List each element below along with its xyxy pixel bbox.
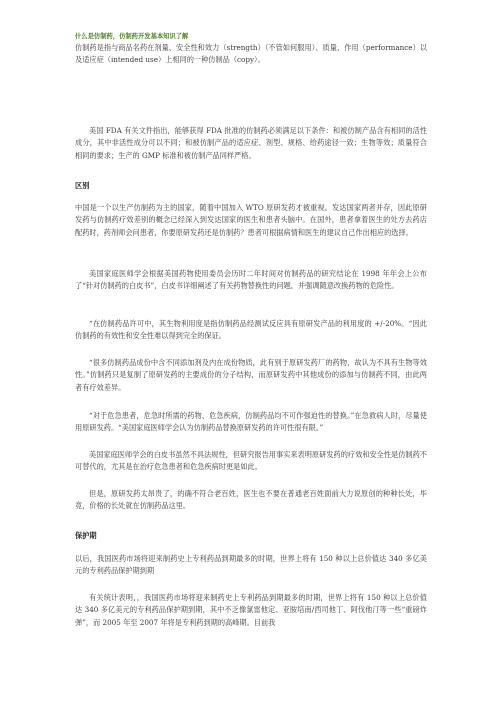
section1-paragraph-5: “对于危急患者，危急时所需的药物、危急疾病，仿制药品均不可作强迫性的替换。”在急救病人时，尽量使用原研发药。“美国家庭医师学会认为仿制药品替换原研发药的许可性很有限。” — [75, 411, 427, 433]
section1-paragraph-3: “在仿制药品许可中，其生物利用度是指仿制药品经测试反应具有原研发产品的利用度的 +/-20%。“因此仿制药的有效性和安全性难以得到完全的保证。 — [75, 319, 427, 341]
section2-paragraph-1: 以后，我国医药市场将迎来制药史上专利药品到期最多的时期，世界上将有 150 种以上总价值达 340 多亿美元的专利药品保护期到期 — [75, 554, 427, 576]
section1-paragraph-7: 但是，原研发药太昂贵了，的确不符合老百姓，医生也不要在普通老百姓面前大力说原创的种种长处，毕竟，价格的长处就在仿制药品这里。 — [75, 489, 427, 511]
section1-paragraph-2: 美国家庭医师学会根据美国药物使用委员会历时二年时间对仿制药品的研究结论在 1998 年年会上公布了“针对仿制药的白皮书”，白皮书详细阐述了有关药物替换性的问题，并强调随意改换药物的危险性。 — [75, 269, 427, 291]
section2-paragraph-2: 有关统计表明，，我国医药市场将迎来制药史上专利药品到期最多的时期，世界上将有 150 种以上总价值达 340 多亿美元的专利药品保护期到期，其中不乏像氯雷他定、亚胺培南/西司他丁、阿伐他汀等一些“重磅炸弹”，而 2005 年至 2007 年将是专利药到期的高峰期。目前我 — [75, 593, 427, 627]
section1-paragraph-4: “很多仿制药品成份中含不同添加剂及内在成份物质，此有别于原研发药厂的药物，故认为不具有生物等效性。”仿制药只是复制了原研发药的主要成份的分子结构，而原研发药中其他成份的添加与仿制药不同，由此两者有疗效差异。 — [75, 358, 427, 392]
section-heading-protection-period: 保护期 — [75, 531, 97, 540]
document-title: 什么是仿制药，仿制药开发基本知识了解 — [75, 33, 189, 40]
section1-paragraph-6: 美国家庭医师学会的白皮书虽然不具法规性，但研究报告用事实来表明原研发药的疗效和安全性是仿制药不可替代的，尤其是在治疗危急患者和危急疾病时更是如此。 — [75, 450, 427, 472]
intro-paragraph-1: 仿制药是指与商品名药在剂量、安全性和效力（strength）（不管如何服用）、质量、作用（performance）以及适应症（intended use）上相同的一种仿制品（copy）。 — [75, 43, 427, 65]
section-heading-difference: 区别 — [75, 181, 90, 190]
section1-paragraph-1: 中国是一个以生产仿制药为主的国家，随着中国加入 WTO 原研发药才被重视。发达国家两者并存，因此原研发药与仿制药疗效差别的概念已经深入到发达国家的医生和患者头脑中。在国外，患者拿着医生的处方去药店配药时，药剂师会问患者，你要原研发药还是仿制药？患者可根据病情和医生的建议自己作出相应的选择。 — [75, 203, 427, 237]
intro-paragraph-2: 美国 FDA 有关文件指出，能够获得 FDA 批准的仿制药必须满足以下条件：和被仿制产品含有相同的活性成分，其中非活性成分可以不同；和被仿制产品的适应症、剂型、规格、给药途径一致；生物等效；质量符合相同的要求；生产的 GMP 标准和被仿制产品同样严格。 — [75, 126, 427, 160]
